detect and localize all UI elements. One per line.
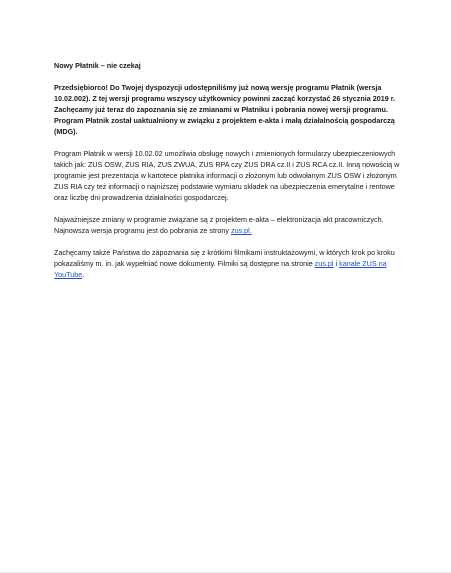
zus-site-link[interactable]: zus.pl bbox=[314, 259, 334, 268]
changes-paragraph bbox=[54, 214, 400, 236]
document-title: Nowy Płatnik – nie czekaj bbox=[54, 61, 141, 70]
videos-paragraph bbox=[54, 247, 400, 280]
youtube-channel-link[interactable]: kanale ZUS na YouTube bbox=[54, 259, 387, 279]
videos-end: . bbox=[82, 270, 85, 279]
zus-download-link[interactable]: zus.pl. bbox=[230, 226, 252, 235]
videos-connector: i bbox=[333, 259, 340, 268]
document-content bbox=[54, 60, 400, 291]
changes-text: Najważniejsze zmiany w programie związane są z projektem e-akta – elektronizacja akt pracowniczych. Najnowsza wersja programu jest do pobrania ze strony bbox=[54, 215, 384, 235]
features-paragraph: Program Płatnik w wersji 10.02.02 umożliwia obsługę nowych i zmienionych formularzy ubezpieczeniowych takich jak: ZUS OSW, ZUS RIA, ZUS ZWUA, ZUS RPA czy ZUS DRA cz.II i ZUS RCA cz.II. Inną nowością w programie jest prezentacja w kartotece płatnika informacji o złożonym lub odwołanym ZUS OSW i złożonym ZUS RIA czy też informacji o najniższej podstawie wymiaru składek na ubezpieczenia emerytalne i rentowe oraz liczbę dni prowadzenia działalności gospodarczej. bbox=[54, 149, 400, 202]
intro-paragraph: Przedsiębiorco! Do Twojej dyspozycji udostępniliśmy już nową wersję programu Płatnik (wersja 10.02.002). Z tej wersji programu wszyscy użytkownicy powinni zacząć korzystać 26 stycznia 2019 r. Zachęcamy już teraz do zapoznania się ze zmianami w Płatniku i pobrania nowej wersji programu. Program Płatnik został uaktualniony w związku z projektem e-akta i małą działalnością gospodarczą (MDG). bbox=[54, 83, 396, 136]
videos-text: Zachęcamy także Państwa do zapoznania się z krótkimi filmikami instruktażowymi, w których krok po kroku pokazaliśmy m. in. jak wypełniać nowe dokumenty. Filmiki są dostępne na stronie bbox=[54, 248, 395, 268]
